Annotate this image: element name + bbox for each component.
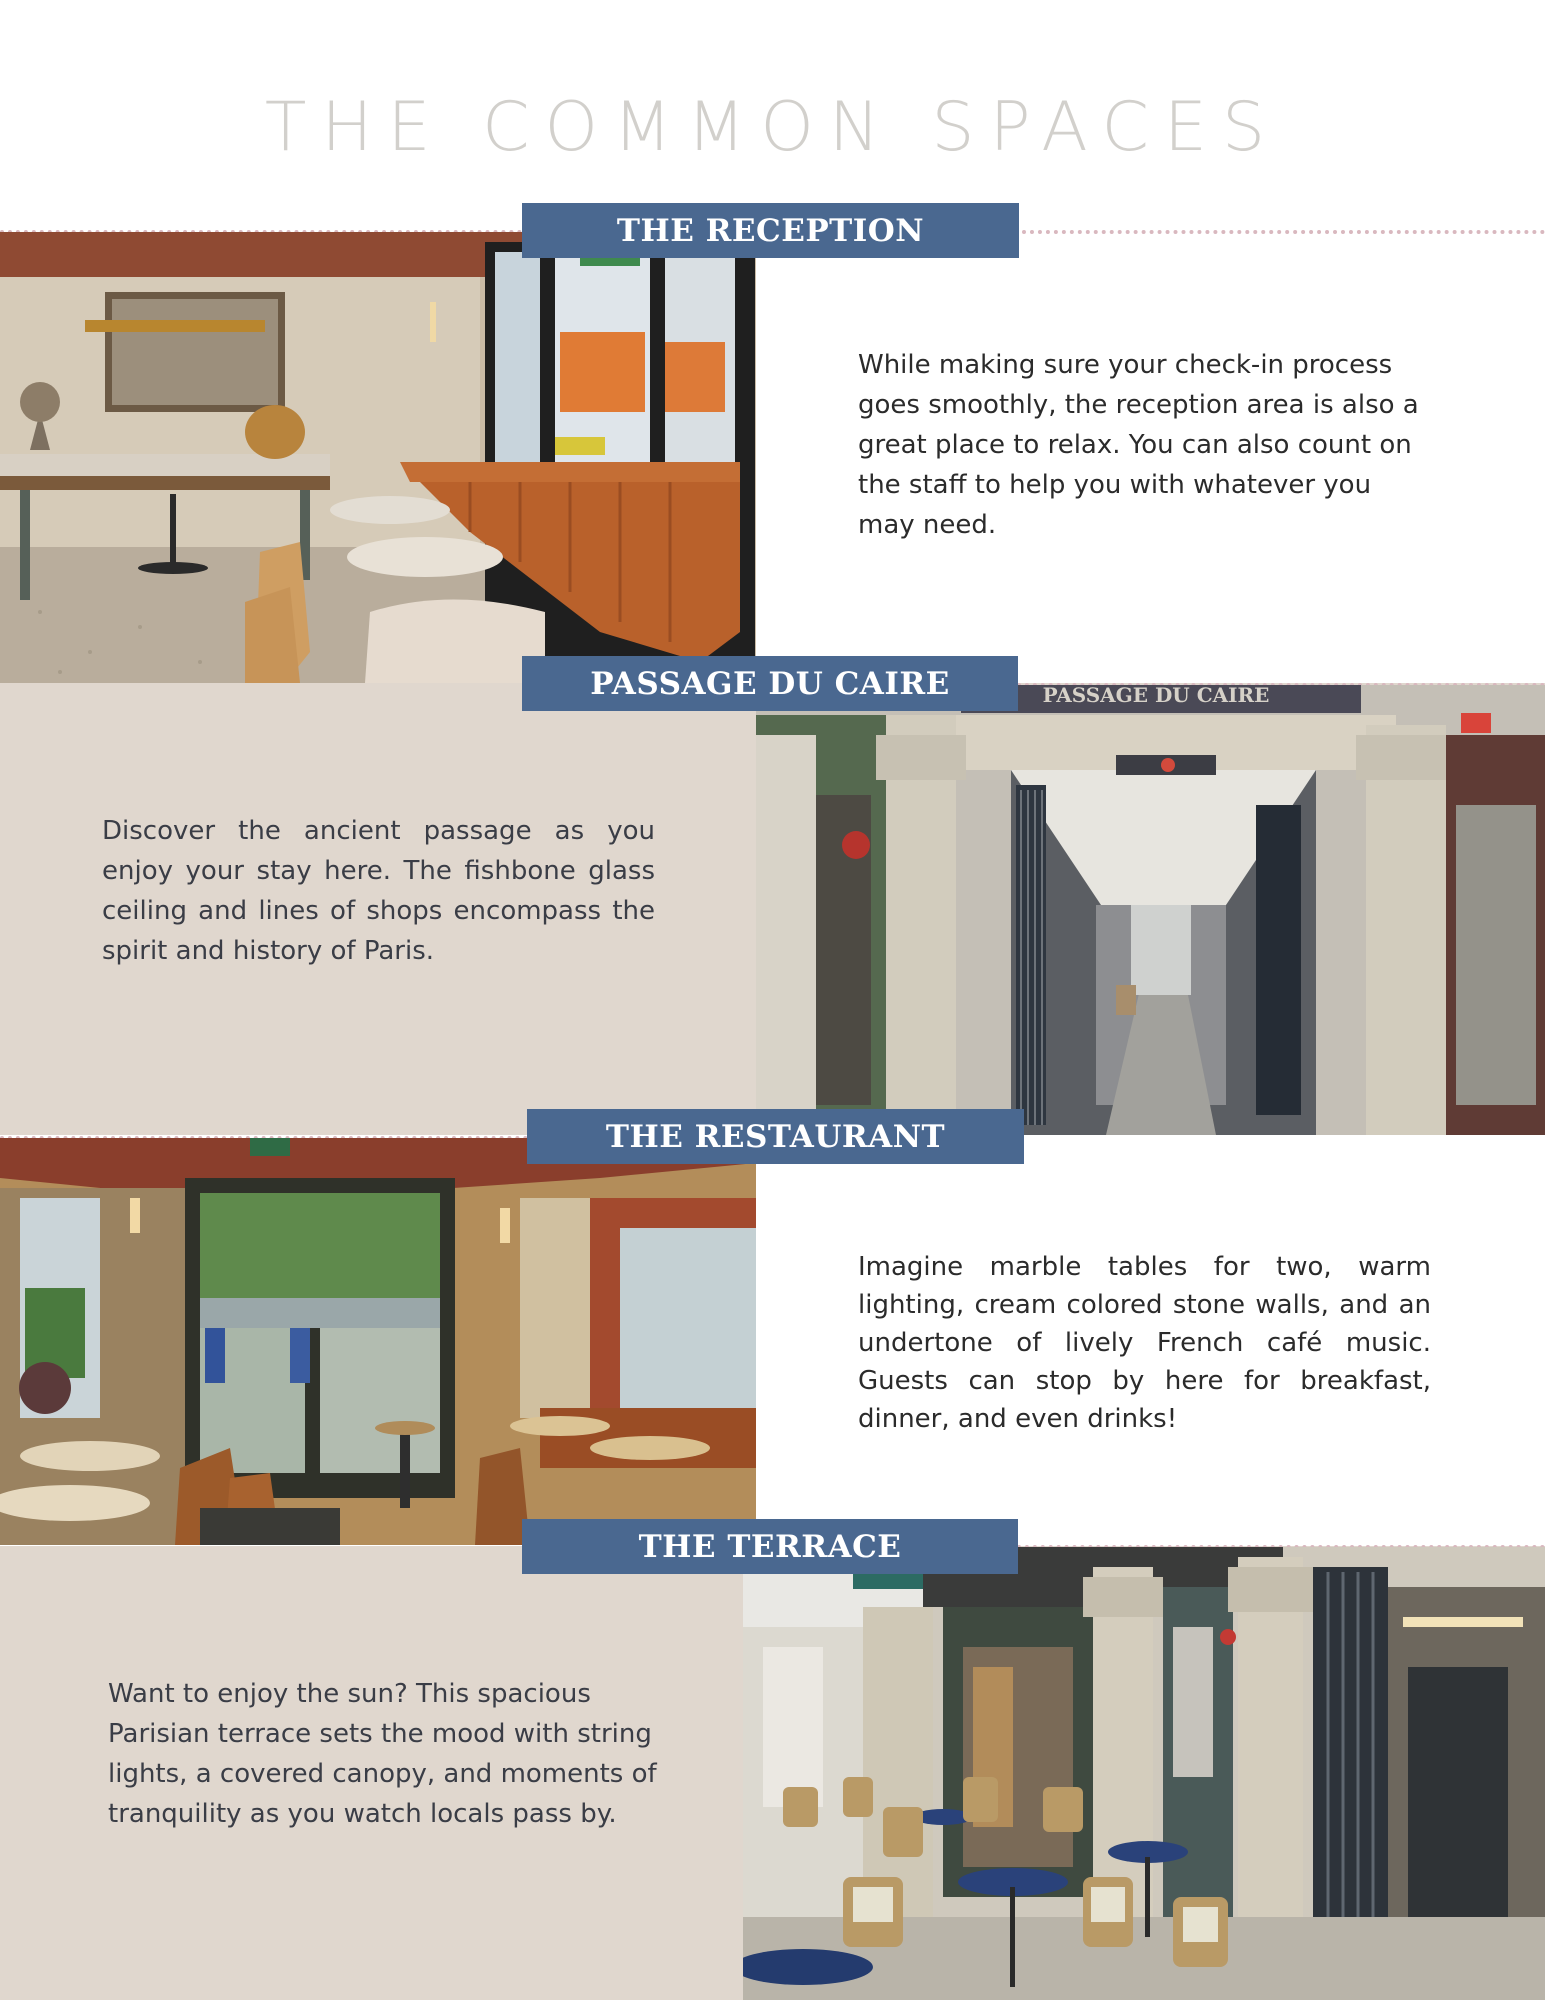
reception-photo	[0, 232, 756, 683]
banner-reception-label: THE RECEPTION	[616, 212, 925, 249]
banner-restaurant	[527, 1109, 1024, 1164]
passage-description: Discover the ancient passage as you enjoy your stay here. The fishbone glass ceiling and lines of shops encompass the spirit and history of Paris.	[102, 816, 655, 966]
banner-terrace-label: THE TERRACE	[638, 1528, 902, 1565]
banner-restaurant-label: THE RESTAURANT	[605, 1118, 946, 1155]
passage-sign-text: PASSAGE DU CAIRE	[1042, 685, 1270, 707]
banner-terrace	[522, 1519, 1018, 1574]
banner-reception	[522, 203, 1019, 258]
dotted-divider	[1022, 230, 1545, 234]
restaurant-description: Imagine marble tables for two, warm lighting, cream colored stone walls, and an undertone of lively French café music. Guests can stop by here for breakfast, dinner, and even drinks!	[858, 1252, 1431, 1434]
reception-description: While making sure your check-in process goes smoothly, the reception area is also a great place to relax. You can also count on the staff to help you with whatever you may need.	[858, 350, 1419, 540]
passage-photo	[756, 685, 1545, 1135]
banner-passage-label: PASSAGE DU CAIRE	[590, 665, 950, 702]
terrace-description: Want to enjoy the sun? This spacious Parisian terrace sets the mood with string lights, a covered canopy, and moments of tranquility as you watch locals pass by.	[108, 1679, 657, 1829]
banner-passage-du-caire	[522, 656, 1018, 711]
restaurant-photo	[0, 1138, 756, 1545]
terrace-photo	[743, 1547, 1545, 2000]
page-title: THE COMMON SPACES	[264, 88, 1281, 167]
